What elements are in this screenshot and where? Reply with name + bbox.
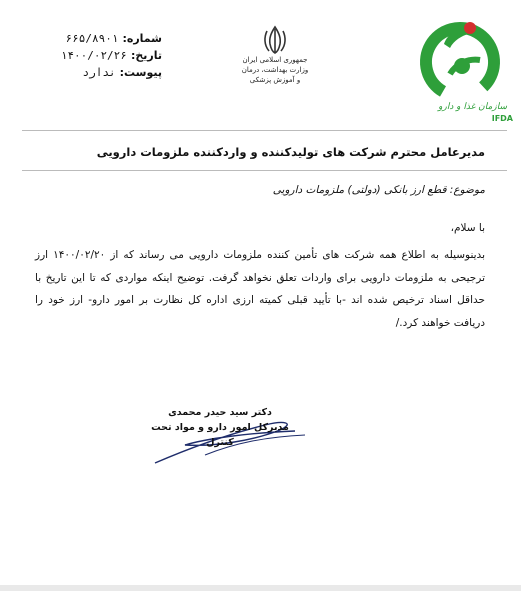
attachment-label: پیوست: (119, 66, 162, 79)
date-value: ۱۴۰۰/۰۲/۲۶ (60, 49, 127, 62)
signatory-title: مدیرکل امور دارو و مواد تحت کنترل (151, 422, 289, 448)
emblem-line-3: و آموزش پزشکی (249, 76, 301, 84)
signature-block (145, 405, 295, 450)
header-divider (22, 130, 507, 131)
signatory-name: دکتر سید حیدر محمدی (168, 407, 272, 418)
addressee: مدیرعامل محترم شرکت های تولیدکننده و واردکننده ملزومات دارویی (96, 145, 485, 159)
addressee-divider (22, 170, 507, 171)
ifda-logo (410, 14, 515, 124)
ifda-abbr: IFDA (491, 114, 513, 123)
ifda-logo-icon (410, 14, 510, 104)
date-label: تاریخ: (130, 49, 162, 62)
ifda-org-name: سازمان غذا و دارو (438, 102, 507, 112)
attachment-value: ندارد (82, 66, 116, 79)
number-row (42, 30, 162, 47)
letter-body: بدینوسیله به اطلاع همه شرکت های تأمین کننده ملزومات دارویی می رساند که از ۱۴۰۰/۰۲/۲۰ ارز ترجیحی به ملزومات دارویی برای واردات تعلق نخواهد گرفت. توضیح اینکه مواردی که تا این تاریخ با حداقل اسناد ترخیص شده اند -با تأیید قبلی کمیته ارزی اداره کل نظارت بر امور دارو- ارز خود را دریافت خواهند کرد./ (35, 249, 485, 329)
greeting: با سلام، (450, 222, 485, 234)
ministry-emblem (230, 25, 320, 85)
emblem-line-1: جمهوری اسلامی ایران (242, 56, 308, 64)
emblem-line-2: وزارت بهداشت، درمان (241, 66, 309, 74)
page-bottom-strip (0, 585, 521, 591)
number-label: شماره: (122, 32, 162, 45)
attachment-row (42, 64, 162, 81)
iran-emblem-icon (261, 25, 289, 55)
date-row (42, 47, 162, 64)
letter-meta (42, 30, 162, 81)
number-value: ۶۶۵/۸۹۰۱ (65, 32, 119, 45)
letter-subject: موضوع: قطع ارز بانکی (دولتی) ملزومات دارویی (272, 184, 485, 196)
